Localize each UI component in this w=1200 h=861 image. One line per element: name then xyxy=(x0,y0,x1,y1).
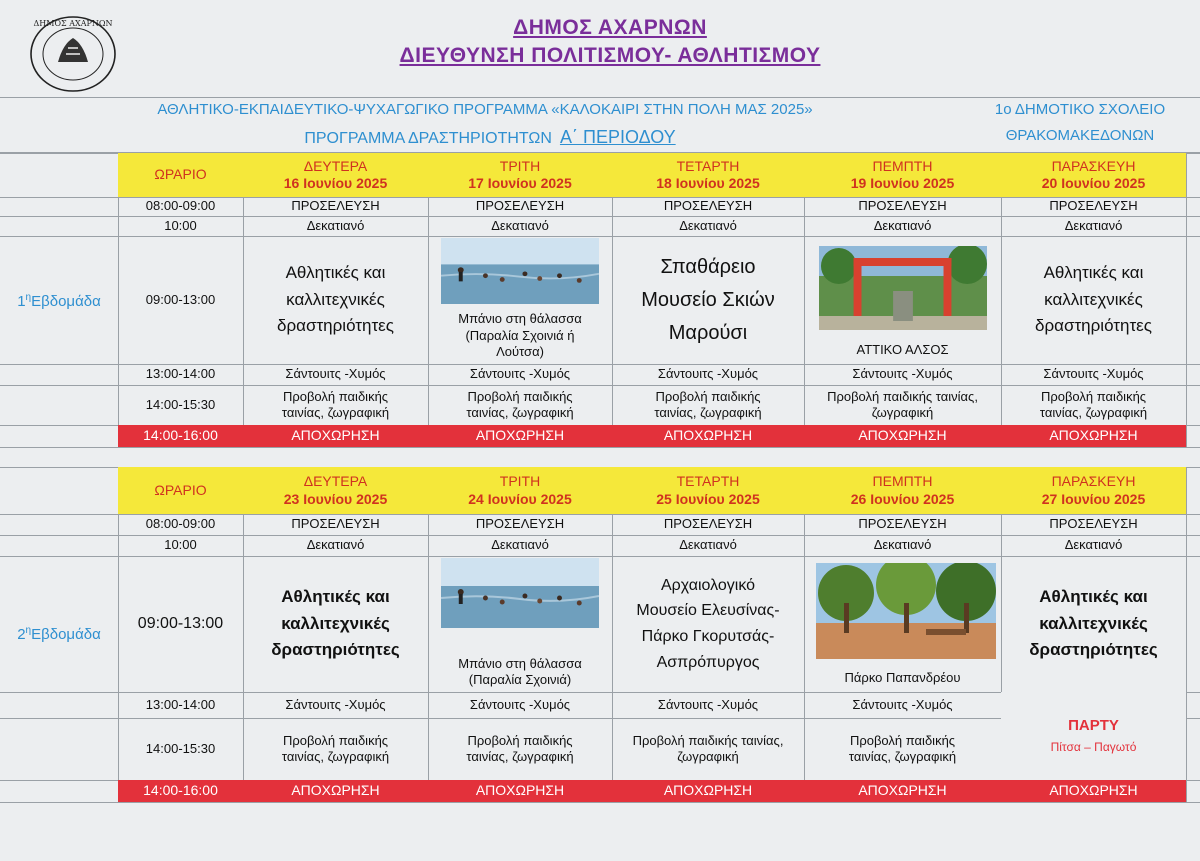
snack-cell xyxy=(243,535,428,556)
school-name-line1: 1ο ΔΗΜΟΤΙΚΟ ΣΧΟΛΕΙΟ xyxy=(994,101,1166,118)
snack-cell xyxy=(804,535,1001,556)
lunch-label: Σάντουιτς -Χυμός xyxy=(285,696,386,712)
department-title: ΔΙΕΥΘΥΝΣΗ ΠΟΛΙΤΙΣΜΟΥ- ΑΘΛΗΤΙΣΜΟΥ xyxy=(399,44,821,67)
park-photo xyxy=(816,563,996,659)
week-number: 2 xyxy=(17,626,26,643)
departure-label: ΑΠΟΧΩΡΗΣΗ xyxy=(1049,782,1138,799)
arrival-cell xyxy=(428,197,612,216)
grove-gate-photo xyxy=(819,246,987,330)
lunch-cell xyxy=(428,692,612,718)
day-date: 16 Ιουνίου 2025 xyxy=(283,175,388,191)
film-line: Προβολή παιδικής ταινίας, xyxy=(827,388,978,404)
departure-label: ΑΠΟΧΩΡΗΣΗ xyxy=(663,782,753,799)
film-line: ταινίας, ζωγραφική xyxy=(1039,405,1148,420)
departure-cell xyxy=(804,425,1001,447)
film-cell xyxy=(243,385,428,425)
arrival-label: ΠΡΟΣΕΛΕΥΣΗ xyxy=(663,516,753,532)
departure-label: ΑΠΟΧΩΡΗΣΗ xyxy=(858,782,947,799)
time-cell xyxy=(118,535,243,556)
film-cell xyxy=(428,385,612,425)
snack-label: Δεκατιανό xyxy=(1064,537,1123,553)
activity-line: δραστηριότητες xyxy=(1029,640,1158,660)
day-date: 25 Ιουνίου 2025 xyxy=(656,490,760,507)
time-cell xyxy=(118,236,243,364)
time-header-label: ΩΡΑΡΙΟ xyxy=(154,481,207,498)
activity-wednesday xyxy=(612,236,804,364)
day-date: 24 Ιουνίου 2025 xyxy=(468,490,572,507)
arrival-label: ΠΡΟΣΕΛΕΥΣΗ xyxy=(291,198,380,214)
film-line: ταινίας, ζωγραφική xyxy=(281,749,390,764)
film-line: ταινίας, ζωγραφική xyxy=(654,405,762,420)
period-label: Α΄ ΠΕΡΙΟΔΟΥ xyxy=(559,127,676,147)
arrival-cell xyxy=(612,514,804,535)
film-line: Προβολή παιδικής xyxy=(467,388,573,404)
film-cell xyxy=(612,385,804,425)
film-line: Προβολή παιδικής ταινίας, xyxy=(632,732,784,748)
day-header xyxy=(428,467,612,514)
snack-label: Δεκατιανό xyxy=(679,217,737,233)
day-name: ΠΕΜΠΤΗ xyxy=(872,157,933,174)
day-date: 17 Ιουνίου 2025 xyxy=(468,175,572,191)
snack-label: Δεκατιανό xyxy=(491,217,549,233)
snack-cell xyxy=(612,216,804,236)
arrival-cell xyxy=(428,514,612,535)
beach-photo xyxy=(441,238,599,304)
row-line xyxy=(0,447,1200,448)
activity-line: καλλιτεχνικές xyxy=(286,289,385,309)
municipality-seal xyxy=(28,14,118,94)
film-line: Προβολή παιδικής xyxy=(1040,388,1147,404)
departure-label: ΑΠΟΧΩΡΗΣΗ xyxy=(291,782,380,799)
arrival-cell xyxy=(804,197,1001,216)
day-name: ΠΑΡΑΣΚΕΥΗ xyxy=(1051,473,1136,489)
arrival-cell xyxy=(243,197,428,216)
activity-monday xyxy=(243,556,428,692)
activity-caption: Πάρκο Παπανδρέου xyxy=(844,669,961,685)
lunch-cell xyxy=(612,364,804,385)
departure-label: ΑΠΟΧΩΡΗΣΗ xyxy=(663,427,753,444)
municipality-title: ΔΗΜΟΣ ΑΧΑΡΝΩΝ xyxy=(513,16,707,39)
time-cell xyxy=(118,556,243,692)
activity-line: Αθλητικές και xyxy=(281,587,390,607)
day-date: 26 Ιουνίου 2025 xyxy=(850,490,955,507)
time-label: 08:00-09:00 xyxy=(145,198,216,214)
day-date: 20 Ιουνίου 2025 xyxy=(1041,175,1146,191)
lunch-label: Σάντουιτς -Χυμός xyxy=(1043,366,1144,382)
lunch-label: Σάντουιτς -Χυμός xyxy=(657,696,759,712)
day-header xyxy=(804,467,1001,514)
film-line: Προβολή παιδικής xyxy=(655,388,761,404)
departure-label: ΑΠΟΧΩΡΗΣΗ xyxy=(475,782,565,799)
activity-line: Μουσείο Σκιών xyxy=(641,288,775,311)
film-cell xyxy=(804,718,1001,780)
activity-line: Πάρκο Γκορυτσάς- xyxy=(641,628,775,645)
day-name: ΤΕΤΑΡΤΗ xyxy=(676,157,740,174)
day-name: ΠΕΜΠΤΗ xyxy=(872,473,933,489)
day-date: 19 Ιουνίου 2025 xyxy=(850,175,955,191)
activity-wednesday xyxy=(612,556,804,692)
arrival-label: ΠΡΟΣΕΛΕΥΣΗ xyxy=(1049,516,1138,532)
seal-icon xyxy=(28,14,118,94)
arrival-label: ΠΡΟΣΕΛΕΥΣΗ xyxy=(291,516,380,532)
snack-label: Δεκατιανό xyxy=(873,537,932,553)
activities-title xyxy=(260,127,720,148)
week-label xyxy=(0,625,118,643)
activity-caption: Μπάνιο στη θάλασσα xyxy=(458,311,582,327)
departure-cell xyxy=(428,780,612,802)
day-date: 23 Ιουνίου 2025 xyxy=(283,490,388,507)
time-label: 09:00-13:00 xyxy=(145,291,216,307)
departure-cell xyxy=(612,780,804,802)
time-label: 10:00 xyxy=(164,537,197,553)
day-name: ΤΕΤΑΡΤΗ xyxy=(676,473,740,489)
activity-line: Ασπρόπυργος xyxy=(656,653,760,671)
week-label xyxy=(0,292,118,310)
departure-cell xyxy=(243,425,428,447)
time-label: 14:00-16:00 xyxy=(143,427,218,444)
program-title: ΑΘΛΗΤΙΚΟ-ΕΚΠΑΙΔΕΥΤΙΚΟ-ΨΥΧΑΓΩΓΙΚΟ ΠΡΟΓΡΑΜΜΑ «ΚΑΛΟΚΑΙΡΙ ΣΤΗΝ ΠΟΛΗ ΜΑΣ 2025» xyxy=(157,101,813,118)
arrival-label: ΠΡΟΣΕΛΕΥΣΗ xyxy=(475,198,565,214)
departure-label: ΑΠΟΧΩΡΗΣΗ xyxy=(1049,427,1138,444)
party-title: ΠΑΡΤΥ xyxy=(1068,717,1119,735)
time-cell xyxy=(118,385,243,425)
departure-cell xyxy=(1001,780,1186,802)
party-cell xyxy=(1001,692,1186,780)
arrival-cell xyxy=(1001,197,1186,216)
film-cell xyxy=(243,718,428,780)
film-cell xyxy=(1001,385,1186,425)
snack-cell xyxy=(1001,216,1186,236)
activity-line: Σπαθάρειο xyxy=(660,255,756,278)
lunch-label: Σάντουιτς -Χυμός xyxy=(852,366,953,382)
snack-cell xyxy=(428,535,612,556)
lunch-cell xyxy=(1001,364,1186,385)
arrival-label: ΠΡΟΣΕΛΕΥΣΗ xyxy=(1049,198,1138,214)
week-number: 1 xyxy=(17,293,26,310)
departure-label: ΑΠΟΧΩΡΗΣΗ xyxy=(858,427,947,444)
arrival-label: ΠΡΟΣΕΛΕΥΣΗ xyxy=(475,516,565,532)
day-date: 18 Ιουνίου 2025 xyxy=(656,175,760,191)
day-name: ΠΑΡΑΣΚΕΥΗ xyxy=(1051,157,1136,174)
time-header-label: ΩΡΑΡΙΟ xyxy=(154,166,207,183)
frame-top-line xyxy=(0,97,1200,98)
activity-caption: (Παραλία Σχοινιά) xyxy=(468,671,572,687)
film-line: Προβολή παιδικής xyxy=(467,732,573,748)
arrival-label: ΠΡΟΣΕΛΕΥΣΗ xyxy=(663,198,753,214)
lunch-label: Σάντουιτς -Χυμός xyxy=(285,366,386,382)
snack-label: Δεκατιανό xyxy=(491,537,549,553)
time-cell xyxy=(118,364,243,385)
departure-cell xyxy=(1001,425,1186,447)
snack-label: Δεκατιανό xyxy=(306,217,365,233)
activity-friday xyxy=(1001,236,1186,364)
arrival-cell xyxy=(612,197,804,216)
activity-caption: (Παραλία Σχοινιά ή xyxy=(465,327,575,343)
day-header xyxy=(243,153,428,197)
lunch-cell xyxy=(804,364,1001,385)
time-cell xyxy=(118,514,243,535)
film-cell xyxy=(804,385,1001,425)
film-line: Προβολή παιδικής xyxy=(282,732,389,748)
time-label: 09:00-13:00 xyxy=(137,615,224,633)
lunch-cell xyxy=(243,692,428,718)
film-line: Προβολή παιδικής xyxy=(849,732,956,748)
activity-line: Αρχαιολογικό xyxy=(660,576,756,594)
activity-caption: ΑΤΤΙΚΟ ΑΛΣΟΣ xyxy=(856,341,949,357)
lunch-cell xyxy=(804,692,1001,718)
activity-line: Μουσείο Ελευσίνας- xyxy=(636,602,780,620)
svg-text:ΔΗΜΟΣ ΑΧΑΡΝΩΝ: ΔΗΜΟΣ ΑΧΑΡΝΩΝ xyxy=(33,19,113,28)
activity-line: καλλιτεχνικές xyxy=(281,613,390,633)
day-header xyxy=(1001,467,1186,514)
lunch-cell xyxy=(428,364,612,385)
time-cell xyxy=(118,692,243,718)
snack-cell xyxy=(243,216,428,236)
activity-line: καλλιτεχνικές xyxy=(1039,613,1148,633)
snack-label: Δεκατιανό xyxy=(679,537,737,553)
time-cell xyxy=(118,216,243,236)
time-column-header xyxy=(118,153,243,197)
departure-cell xyxy=(243,780,428,802)
week-ordinal: η xyxy=(25,292,32,303)
departure-cell xyxy=(428,425,612,447)
snack-label: Δεκατιανό xyxy=(306,537,365,553)
arrival-label: ΠΡΟΣΕΛΕΥΣΗ xyxy=(858,516,947,532)
film-line: ταινίας, ζωγραφική xyxy=(281,405,390,420)
lunch-label: Σάντουιτς -Χυμός xyxy=(469,366,571,382)
snack-label: Δεκατιανό xyxy=(873,217,932,233)
day-name: ΤΡΙΤΗ xyxy=(499,473,541,489)
departure-cell xyxy=(804,780,1001,802)
film-cell xyxy=(428,718,612,780)
arrival-cell xyxy=(1001,514,1186,535)
time-cell-departure xyxy=(118,780,243,802)
day-header xyxy=(804,153,1001,197)
day-header xyxy=(612,153,804,197)
film-line: ζωγραφική xyxy=(677,749,739,764)
column-line xyxy=(1186,153,1187,447)
day-header xyxy=(428,153,612,197)
column-line xyxy=(1186,467,1187,802)
snack-cell xyxy=(612,535,804,556)
week-ordinal: η xyxy=(25,625,32,636)
day-name: ΤΡΙΤΗ xyxy=(499,157,541,174)
film-line: Προβολή παιδικής xyxy=(282,388,389,404)
activity-line: δραστηριότητες xyxy=(271,640,400,660)
time-label: 10:00 xyxy=(164,217,197,233)
time-cell xyxy=(118,197,243,216)
film-line: ταινίας, ζωγραφική xyxy=(466,749,574,764)
activity-line: καλλιτεχνικές xyxy=(1044,289,1143,309)
time-label: 08:00-09:00 xyxy=(145,516,216,532)
day-header xyxy=(1001,153,1186,197)
departure-label: ΑΠΟΧΩΡΗΣΗ xyxy=(475,427,565,444)
beach-photo xyxy=(441,558,599,628)
activity-friday xyxy=(1001,556,1186,692)
arrival-label: ΠΡΟΣΕΛΕΥΣΗ xyxy=(858,198,947,214)
activities-label: ΠΡΟΓΡΑΜΜΑ ΔΡΑΣΤΗΡΙΟΤΗΤΩΝ xyxy=(304,130,552,147)
week-text: Εβδομάδα xyxy=(31,293,101,310)
activity-line: δραστηριότητες xyxy=(277,316,394,336)
activity-line: Αθλητικές και xyxy=(1043,263,1144,283)
day-date: 27 Ιουνίου 2025 xyxy=(1041,490,1146,507)
activity-caption: Μπάνιο στη θάλασσα xyxy=(458,655,582,671)
activity-monday xyxy=(243,236,428,364)
activity-caption: Λούτσα) xyxy=(496,343,544,359)
lunch-label: Σάντουιτς -Χυμός xyxy=(657,366,759,382)
snack-cell xyxy=(804,216,1001,236)
film-line: ταινίας, ζωγραφική xyxy=(848,749,957,764)
film-cell xyxy=(612,718,804,780)
activity-line: Αθλητικές και xyxy=(1039,587,1148,607)
arrival-cell xyxy=(804,514,1001,535)
time-cell xyxy=(118,718,243,780)
snack-cell xyxy=(1001,535,1186,556)
lunch-cell xyxy=(243,364,428,385)
day-name: ΔΕΥΤΕΡΑ xyxy=(303,157,368,174)
activity-line: Αθλητικές και xyxy=(285,263,386,283)
time-label: 13:00-14:00 xyxy=(145,696,216,712)
school-name-line2: ΘΡΑΚΟΜΑΚΕΔΟΝΩΝ xyxy=(1005,127,1155,144)
snack-label: Δεκατιανό xyxy=(1064,217,1123,233)
week-text: Εβδομάδα xyxy=(31,626,101,643)
time-label: 14:00-16:00 xyxy=(143,782,218,799)
time-cell-departure xyxy=(118,425,243,447)
party-subtitle: Πίτσα – Παγωτό xyxy=(1050,739,1137,754)
day-name: ΔΕΥΤΕΡΑ xyxy=(303,473,368,489)
lunch-label: Σάντουιτς -Χυμός xyxy=(469,696,571,712)
time-label: 13:00-14:00 xyxy=(145,366,216,382)
lunch-cell xyxy=(612,692,804,718)
row-line xyxy=(0,802,1200,803)
lunch-label: Σάντουιτς -Χυμός xyxy=(852,696,953,712)
film-line: ταινίας, ζωγραφική xyxy=(466,405,574,420)
time-label: 14:00-15:30 xyxy=(145,396,216,412)
snack-cell xyxy=(428,216,612,236)
arrival-cell xyxy=(243,514,428,535)
time-column-header xyxy=(118,467,243,514)
film-line: ζωγραφική xyxy=(871,405,934,420)
activity-line: δραστηριότητες xyxy=(1035,316,1152,336)
time-label: 14:00-15:30 xyxy=(145,740,216,756)
day-header xyxy=(243,467,428,514)
departure-cell xyxy=(612,425,804,447)
day-header xyxy=(612,467,804,514)
departure-label: ΑΠΟΧΩΡΗΣΗ xyxy=(291,427,380,444)
activity-line: Μαρούσι xyxy=(668,321,748,344)
